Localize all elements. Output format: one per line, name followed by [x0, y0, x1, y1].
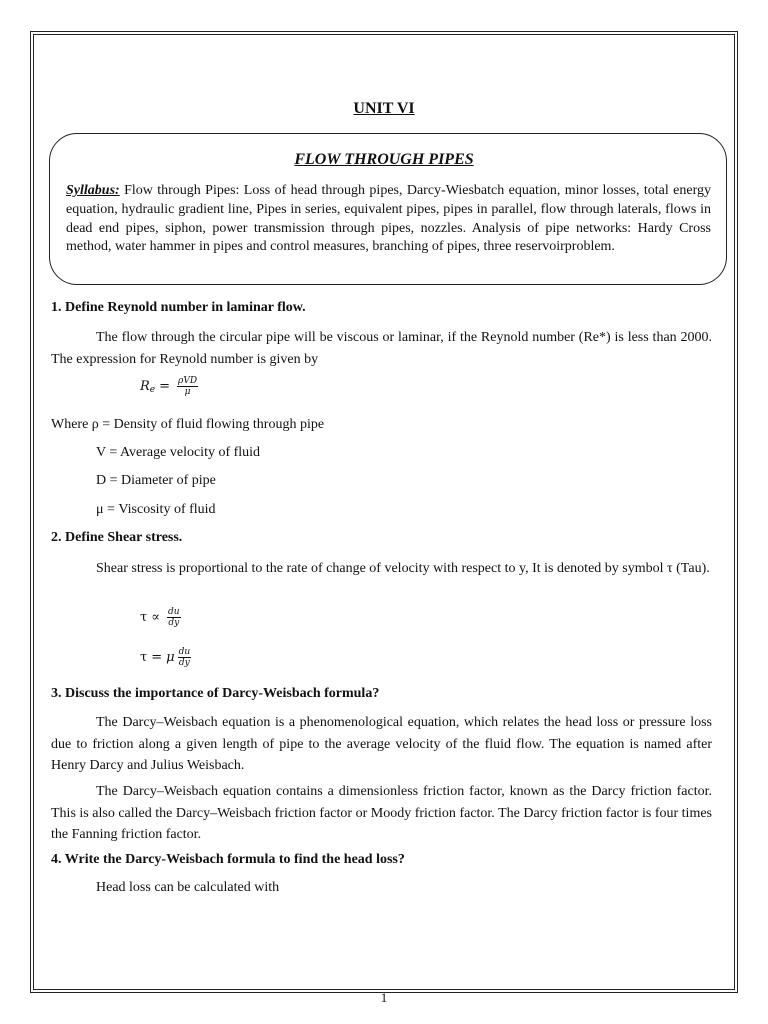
shear-proportional-equation	[140, 607, 181, 628]
q1-paragraph: The flow through the circular pipe will be viscous or laminar, if the Reynold number (Re*) is less than 2000. The expression for Reynold number is given by	[51, 330, 712, 367]
q2-paragraph: Shear stress is proportional to the rate of change of velocity with respect to y, It is denoted by symbol τ (Tau).	[96, 561, 710, 576]
syllabus-body: Flow through Pipes: Loss of head through pipes, Darcy-Wiesbatch equation, minor losses, total energy equation, hydraulic gradient line, Pipes in series, equivalent pipes, pipes in parallel, flow through laterals, flows in dead end pipes, siphon, power transmission through pipes, nozzles. Analysis of pipe networks: Hardy Cross method, water hammer in pipes and control measures, branching of pipes, three reservoirproblem.	[66, 183, 711, 255]
eq-fraction	[178, 647, 192, 668]
eq-numerator: du	[168, 607, 180, 617]
eq-denominator: dy	[178, 658, 190, 668]
shear-equation	[140, 647, 191, 668]
unit-title: UNIT VI	[353, 100, 415, 117]
q4-heading: 4. Write the Darcy-Weisbach formula to find the head loss?	[51, 852, 405, 867]
q1-def: D = Diameter of pipe	[96, 473, 216, 488]
eq-coefficient: μ	[166, 650, 175, 665]
q4-paragraph: Head loss can be calculated with	[96, 880, 280, 895]
eq-numerator: du	[178, 647, 191, 657]
q3-paragraph-1: The Darcy–Weisbach equation is a phenomenological equation, which relates the head loss or pressure loss due to friction along a given length of pipe to the average velocity of the fluid flow. The equation is named after Henry Darcy and Julius Weisbach.	[51, 715, 712, 773]
eq-relation: ∝	[151, 610, 161, 625]
eq-relation: =	[151, 650, 163, 665]
syllabus-text	[66, 182, 711, 257]
eq-lhs: τ	[140, 650, 148, 665]
eq-denominator: μ	[184, 387, 191, 397]
eq-fraction	[167, 607, 181, 628]
q1-def: μ = Viscosity of fluid	[96, 502, 216, 517]
eq-denominator: dy	[168, 618, 180, 628]
q3-paragraph-2: The Darcy–Weisbach equation contains a dimensionless friction factor, known as the Darcy friction factor. This is also called the Darcy–Weisbach friction factor or Moody friction factor. The Darcy friction factor is four times the Fanning friction factor.	[51, 784, 712, 842]
syllabus-title: FLOW THROUGH PIPES	[294, 151, 474, 168]
syllabus-label: Syllabus:	[66, 183, 120, 198]
page-number: 1	[380, 990, 388, 1005]
eq-lhs: R	[140, 379, 150, 394]
q2-heading: 2. Define Shear stress.	[51, 530, 183, 545]
q1-where: Where ρ = Density of fluid flowing through pipe	[51, 417, 325, 432]
eq-subscript: e	[149, 384, 156, 395]
eq-numerator: ρVD	[178, 376, 198, 386]
q1-heading: 1. Define Reynold number in laminar flow.	[51, 300, 306, 315]
eq-lhs: τ	[140, 610, 148, 625]
q1-def: V = Average velocity of fluid	[96, 445, 261, 460]
eq-relation: =	[159, 379, 171, 394]
reynolds-equation	[140, 376, 198, 397]
eq-fraction	[177, 376, 198, 397]
q3-heading: 3. Discuss the importance of Darcy-Weisbach formula?	[51, 686, 380, 701]
